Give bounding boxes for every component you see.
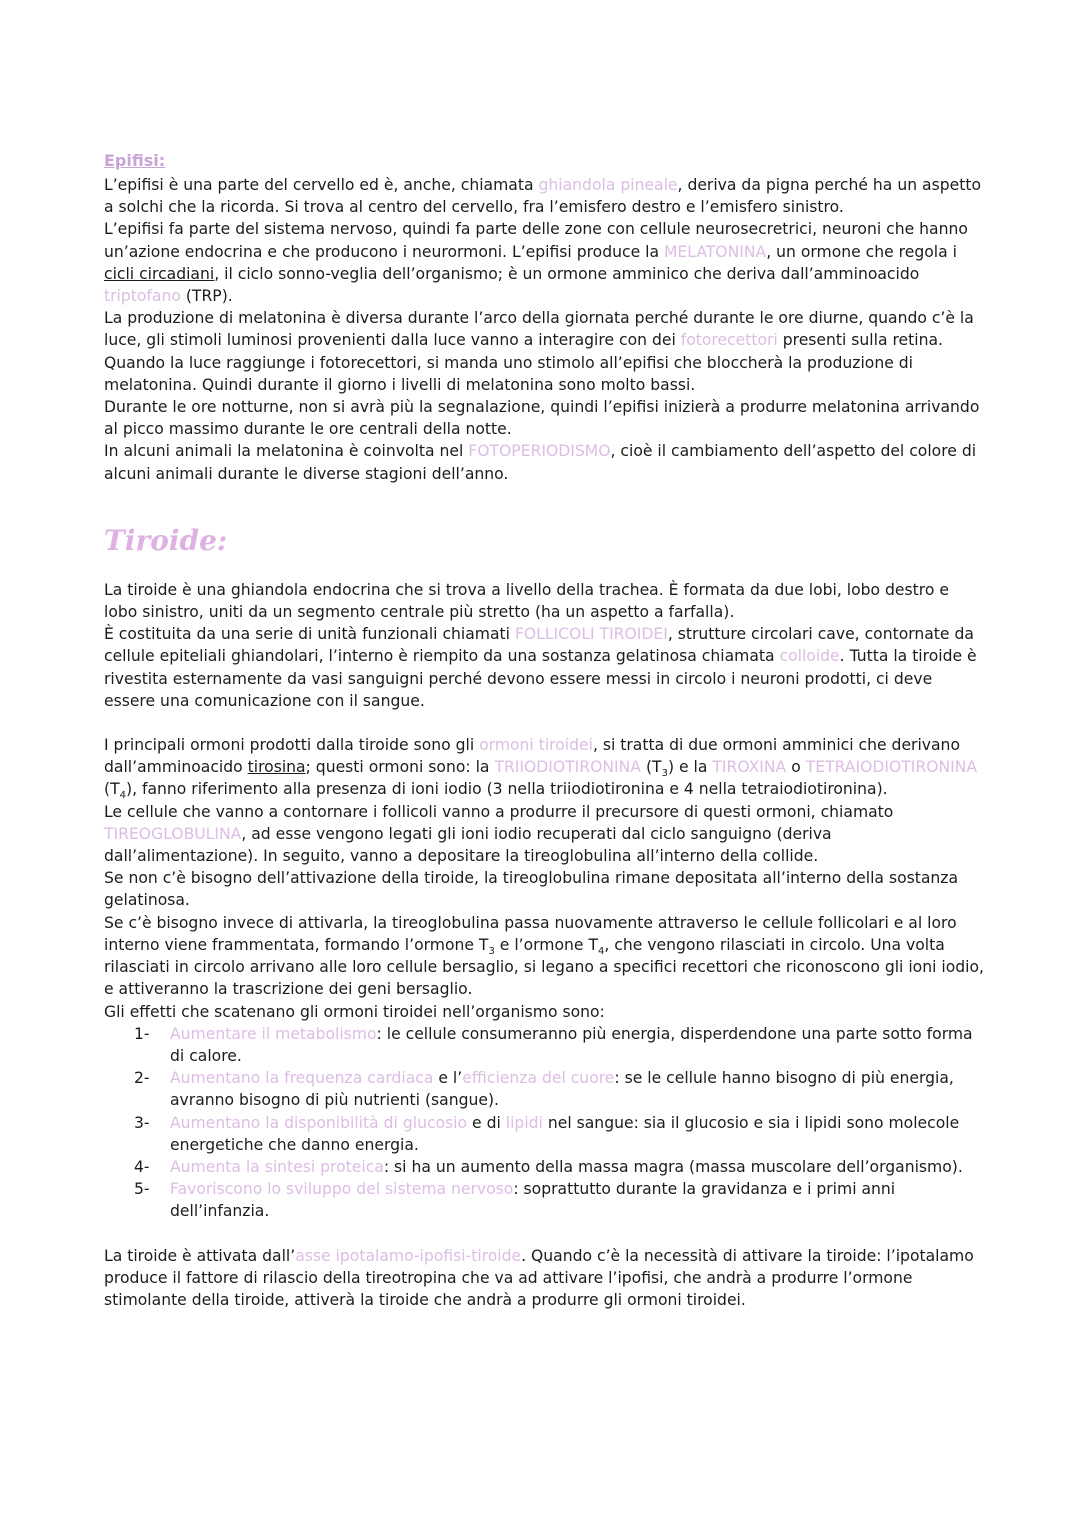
subscript: 3 [661,768,668,780]
text: o [786,758,806,777]
underlined-term: tirosina [247,758,306,777]
text: , che vengono rilasciati in circolo. Una volta rilasciati in circolo arrivano alle loro cellule bersaglio, si legano a specifici recettori che riconoscono gli ioni iodio, e attiveranno la trascrizione dei geni bersaglio. [104,935,984,999]
paragraph [104,307,984,396]
paragraph [104,734,984,801]
subscript: 4 [119,790,126,802]
list-item [104,1112,984,1156]
text: , strutture circolari cave, contornate da cellule epiteliali ghiandolari, l’interno è riempito da una sostanza gelatinosa chiamata [104,625,974,666]
text: La produzione di melatonina è diversa durante l’arco della giornata perché durante le ore diurne, quando c’è la luce, gli stimoli luminosi provenienti dalla luce vanno a interagire con dei [104,309,974,350]
highlight-term: fotorecettori [680,331,778,350]
highlight-term: lipidi [505,1113,543,1132]
effects-list [104,1023,984,1223]
highlight-term: Favoriscono lo sviluppo del sistema nervoso [170,1180,514,1199]
text: Le cellule che vanno a contornare i follicoli vanno a produrre il precursore di questi ormoni, chiamato [104,802,894,821]
text: (TRP). [180,287,233,306]
list-item [104,1067,984,1111]
text: L’epifisi è una parte del cervello ed è, anche, chiamata [104,176,539,194]
paragraph [104,1245,984,1312]
text: È costituita da una serie di unità funzionali chiamati [104,625,515,644]
heading-epifisi: Epifisi: [104,151,166,170]
paragraph: Gli effetti che scatenano gli ormoni tiroidei nell’organismo sono: [104,1002,605,1021]
text: I principali ormoni prodotti dalla tiroide sono gli [104,736,480,755]
subscript: 3 [488,946,495,957]
list-number: 1- [134,1024,150,1043]
paragraph [104,912,984,1001]
text: L’epifisi fa parte del sistema nervoso, quindi fa parte delle zone con cellule neurosecretrici, neuroni che hanno un’azione endocrina e che producono i neurormoni. L’epifisi produce la [104,220,968,261]
document-page [104,150,984,1311]
text: La tiroide è attivata dall’ [104,1246,296,1265]
list-number: 2- [134,1069,150,1088]
list-item [104,1156,984,1178]
text: , si tratta di due ormoni amminici che derivano dall’amminoacido [104,736,960,777]
highlight-term: MELATONINA [663,242,767,261]
text: e l’ormone T [494,935,598,954]
text: : soprattutto durante la gravidanza e i primi anni dell’infanzia. [170,1180,896,1221]
highlight-term: efficienza del cuore [462,1069,615,1088]
spacer [104,1223,984,1245]
paragraph [104,174,984,218]
text: (T [640,758,662,777]
highlight-term: colloide [779,647,840,666]
paragraph [104,801,984,868]
highlight-term: ghiandola pineale [538,176,678,194]
text: ; questi ormoni sono: la [305,758,495,777]
spacer [104,712,984,734]
text: , deriva da pigna perché ha un aspetto a solchi che la ricorda. Si trova al centro del cervello, fra l’emisfero destro e l’emisfero sinistro. [104,176,981,217]
list-number: 4- [134,1157,150,1176]
highlight-term: Aumentare il metabolismo [170,1024,377,1043]
text: presenti sulla retina. Quando la luce raggiunge i fotorecettori, si manda uno stimolo all’epifisi che bloccherà la produzione di melatonina. Quindi durante il giorno i livelli di melatonina sono molto bassi. [104,331,943,394]
highlight-term: TETRAIODIOTIRONINA [805,758,978,777]
highlight-term: Aumenta la sintesi proteica [170,1157,384,1176]
text: , un ormone che regola i [766,242,957,261]
paragraph [104,440,984,484]
highlight-term: TIREOGLOBULINA [104,824,242,843]
subscript: 4 [598,946,605,957]
paragraph [104,623,984,712]
text: nel sangue: sia il glucosio e sia i lipidi sono molecole energetiche che danno energia. [170,1113,960,1154]
highlight-term: TRIIODIOTIRONINA [494,758,641,777]
text: . Quando c’è la necessità di attivare la tiroide: l’ipotalamo produce il fattore di rilascio della tireotropina che va ad attivare l’ipofisi, che andrà a produrre l’ormone stimolante della tiroide, attiverà la tiroide che andrà a produrre gli ormoni tiroidei. [104,1246,974,1309]
highlight-term: ormoni tiroidei [479,736,593,755]
highlight-term: asse ipotalamo-ipofisi-tiroide [295,1246,522,1265]
text: , il ciclo sonno-veglia dell’organismo; è un ormone amminico che deriva dall’amminoacido [214,264,920,283]
text: . Tutta la tiroide è rivestita esternamente da vasi sanguigni perché devono essere messi in circolo i neuroni prodotti, ci deve essere una comunicazione con il sangue. [104,647,977,710]
paragraph [104,218,984,307]
text: Se c’è bisogno invece di attivarla, la tireoglobulina passa nuovamente attraverso le cellule follicolari e al loro interno viene frammentata, formando l’ormone T [104,913,957,954]
text: , ad esse vengono legati gli ioni iodio recuperati dal ciclo sanguigno (deriva dall’alimentazione). In seguito, vanno a depositare la tireoglobulina all’interno della collide. [104,824,832,866]
paragraph: La tiroide è una ghiandola endocrina che si trova a livello della trachea. È formata da due lobi, lobo destro e lobo sinistro, uniti da un segmento centrale più stretto (ha un aspetto a farfalla). [104,580,949,622]
paragraph: Se non c’è bisogno dell’attivazione della tiroide, la tireoglobulina rimane depositata all’interno della sostanza gelatinosa. [104,869,959,910]
text: ) e la [667,758,713,777]
list-item [104,1023,984,1067]
list-item [104,1178,984,1222]
highlight-term: FOLLICOLI TIROIDEI [514,625,668,644]
highlight-term: FOTOPERIODISMO [468,442,611,461]
text: e di [467,1113,506,1132]
highlight-term: Aumentano la disponibilità di glucosio [170,1113,468,1132]
highlight-term: TIROXINA [712,758,787,777]
list-number: 3- [134,1113,150,1132]
text: e l’ [433,1069,463,1088]
highlight-term: triptofano [104,287,181,306]
paragraph: Durante le ore notturne, non si avrà più la segnalazione, quindi l’epifisi inizierà a produrre melatonina arrivando al picco massimo durante le ore centrali della notte. [104,398,980,439]
text: , cioè il cambiamento dell’aspetto del colore di alcuni animali durante le diverse stagioni dell’anno. [104,442,977,483]
text: : si ha un aumento della massa magra (massa muscolare dell’organismo). [383,1157,963,1176]
highlight-term: Aumentano la frequenza cardiaca [170,1069,434,1088]
text: : se le cellule hanno bisogno di più energia, avranno bisogno di più nutrienti (sangue). [170,1069,954,1110]
text: In alcuni animali la melatonina è coinvolta nel [104,442,469,461]
list-number: 5- [134,1180,150,1199]
text: (T [104,780,120,799]
underlined-term: cicli circadiani [104,264,215,283]
heading-tiroide: Tiroide: [104,523,228,557]
text: ), fanno riferimento alla presenza di ioni iodio (3 nella triiodiotironina e 4 nella tetraiodiotironina). [125,780,888,799]
text: : le cellule consumeranno più energia, disperdendone una parte sotto forma di calore. [170,1024,973,1065]
